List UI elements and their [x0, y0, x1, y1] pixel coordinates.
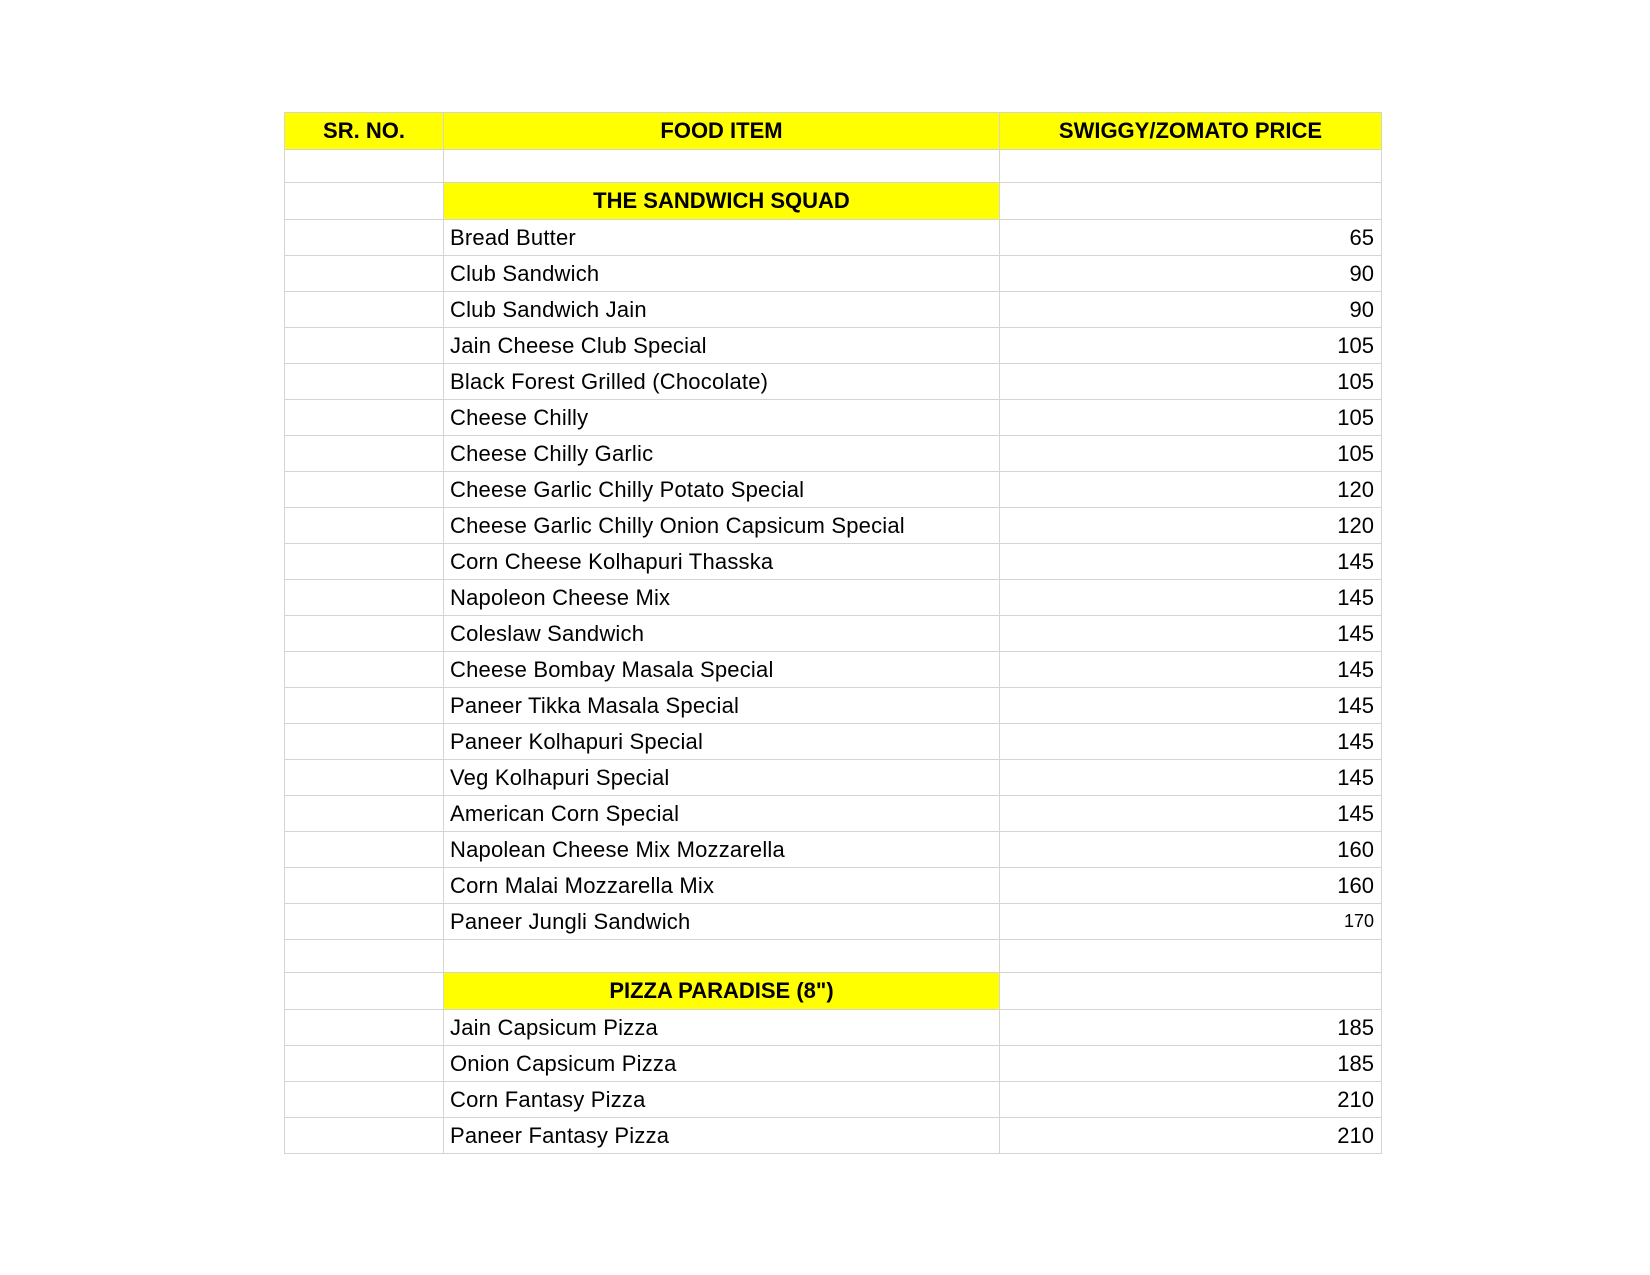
table-row	[285, 652, 1382, 688]
item-name: Coleslaw Sandwich	[444, 616, 1000, 652]
table-row	[285, 832, 1382, 868]
item-price: 105	[1000, 364, 1382, 400]
item-price: 160	[1000, 868, 1382, 904]
table-row	[285, 724, 1382, 760]
empty-cell	[285, 183, 444, 220]
sr-no-cell	[285, 472, 444, 508]
empty-cell	[1000, 973, 1382, 1010]
item-name: Napolean Cheese Mix Mozzarella	[444, 832, 1000, 868]
item-price: 105	[1000, 328, 1382, 364]
sr-no-cell	[285, 328, 444, 364]
table-row	[285, 508, 1382, 544]
item-name: Cheese Bombay Masala Special	[444, 652, 1000, 688]
item-name: Cheese Chilly Garlic	[444, 436, 1000, 472]
section-title: THE SANDWICH SQUAD	[444, 183, 1000, 220]
table-row	[285, 904, 1382, 940]
sr-no-cell	[285, 400, 444, 436]
table-row	[285, 760, 1382, 796]
empty-cell	[1000, 183, 1382, 220]
menu-body	[285, 150, 1382, 1154]
item-name: Club Sandwich Jain	[444, 292, 1000, 328]
item-name: Paneer Kolhapuri Special	[444, 724, 1000, 760]
price-header: SWIGGY/ZOMATO PRICE	[1000, 113, 1382, 150]
table-row	[285, 292, 1382, 328]
sr-no-cell	[285, 616, 444, 652]
table-row	[285, 256, 1382, 292]
item-name: Black Forest Grilled (Chocolate)	[444, 364, 1000, 400]
item-price: 170	[1000, 904, 1382, 940]
empty-cell	[285, 150, 444, 183]
item-name: Paneer Jungli Sandwich	[444, 904, 1000, 940]
empty-cell	[285, 940, 444, 973]
item-name: Corn Cheese Kolhapuri Thasska	[444, 544, 1000, 580]
table-row	[285, 400, 1382, 436]
table-row	[285, 796, 1382, 832]
blank-row	[285, 150, 1382, 183]
table-row	[285, 472, 1382, 508]
item-price: 160	[1000, 832, 1382, 868]
sr-no-cell	[285, 508, 444, 544]
blank-row	[285, 940, 1382, 973]
item-price: 145	[1000, 724, 1382, 760]
item-price: 145	[1000, 688, 1382, 724]
item-price: 210	[1000, 1118, 1382, 1154]
sr-no-cell	[285, 1046, 444, 1082]
item-price: 145	[1000, 760, 1382, 796]
section-row	[285, 183, 1382, 220]
item-price: 145	[1000, 796, 1382, 832]
item-price: 145	[1000, 580, 1382, 616]
sr-no-cell	[285, 1082, 444, 1118]
item-name: Bread Butter	[444, 220, 1000, 256]
sr-no-header: SR. NO.	[285, 113, 444, 150]
table-row	[285, 1046, 1382, 1082]
empty-cell	[285, 973, 444, 1010]
menu-price-table	[284, 112, 1382, 1154]
sr-no-cell	[285, 1010, 444, 1046]
sr-no-cell	[285, 652, 444, 688]
table-row	[285, 1010, 1382, 1046]
section-title: PIZZA PARADISE (8")	[444, 973, 1000, 1010]
item-price: 210	[1000, 1082, 1382, 1118]
empty-cell	[444, 940, 1000, 973]
item-name: Club Sandwich	[444, 256, 1000, 292]
sr-no-cell	[285, 580, 444, 616]
item-name: Corn Fantasy Pizza	[444, 1082, 1000, 1118]
sr-no-cell	[285, 364, 444, 400]
sr-no-cell	[285, 796, 444, 832]
item-name: Jain Cheese Club Special	[444, 328, 1000, 364]
sr-no-cell	[285, 868, 444, 904]
table-row	[285, 436, 1382, 472]
sr-no-cell	[285, 688, 444, 724]
table-row	[285, 328, 1382, 364]
sr-no-cell	[285, 292, 444, 328]
table-row	[285, 220, 1382, 256]
item-name: Onion Capsicum Pizza	[444, 1046, 1000, 1082]
item-price: 120	[1000, 508, 1382, 544]
item-name: Paneer Fantasy Pizza	[444, 1118, 1000, 1154]
item-name: Cheese Garlic Chilly Onion Capsicum Special	[444, 508, 1000, 544]
item-name: Jain Capsicum Pizza	[444, 1010, 1000, 1046]
empty-cell	[1000, 940, 1382, 973]
table-row	[285, 1118, 1382, 1154]
table-row	[285, 1082, 1382, 1118]
item-price: 145	[1000, 616, 1382, 652]
table-row	[285, 364, 1382, 400]
item-name: Cheese Garlic Chilly Potato Special	[444, 472, 1000, 508]
sr-no-cell	[285, 832, 444, 868]
header-row	[285, 113, 1382, 150]
item-name: Napoleon Cheese Mix	[444, 580, 1000, 616]
item-name: Paneer Tikka Masala Special	[444, 688, 1000, 724]
item-price: 145	[1000, 652, 1382, 688]
section-row	[285, 973, 1382, 1010]
item-price: 120	[1000, 472, 1382, 508]
item-name: American Corn Special	[444, 796, 1000, 832]
item-price: 185	[1000, 1010, 1382, 1046]
sr-no-cell	[285, 436, 444, 472]
sr-no-cell	[285, 1118, 444, 1154]
sr-no-cell	[285, 544, 444, 580]
item-name: Veg Kolhapuri Special	[444, 760, 1000, 796]
table-row	[285, 616, 1382, 652]
item-price: 185	[1000, 1046, 1382, 1082]
item-price: 65	[1000, 220, 1382, 256]
sr-no-cell	[285, 256, 444, 292]
empty-cell	[1000, 150, 1382, 183]
table-row	[285, 544, 1382, 580]
item-price: 105	[1000, 400, 1382, 436]
item-name: Cheese Chilly	[444, 400, 1000, 436]
item-price: 145	[1000, 544, 1382, 580]
sr-no-cell	[285, 904, 444, 940]
sr-no-cell	[285, 724, 444, 760]
food-item-header: FOOD ITEM	[444, 113, 1000, 150]
empty-cell	[444, 150, 1000, 183]
item-price: 90	[1000, 256, 1382, 292]
table-row	[285, 580, 1382, 616]
item-price: 105	[1000, 436, 1382, 472]
item-price: 90	[1000, 292, 1382, 328]
sr-no-cell	[285, 760, 444, 796]
sr-no-cell	[285, 220, 444, 256]
table-row	[285, 688, 1382, 724]
item-name: Corn Malai Mozzarella Mix	[444, 868, 1000, 904]
table-row	[285, 868, 1382, 904]
